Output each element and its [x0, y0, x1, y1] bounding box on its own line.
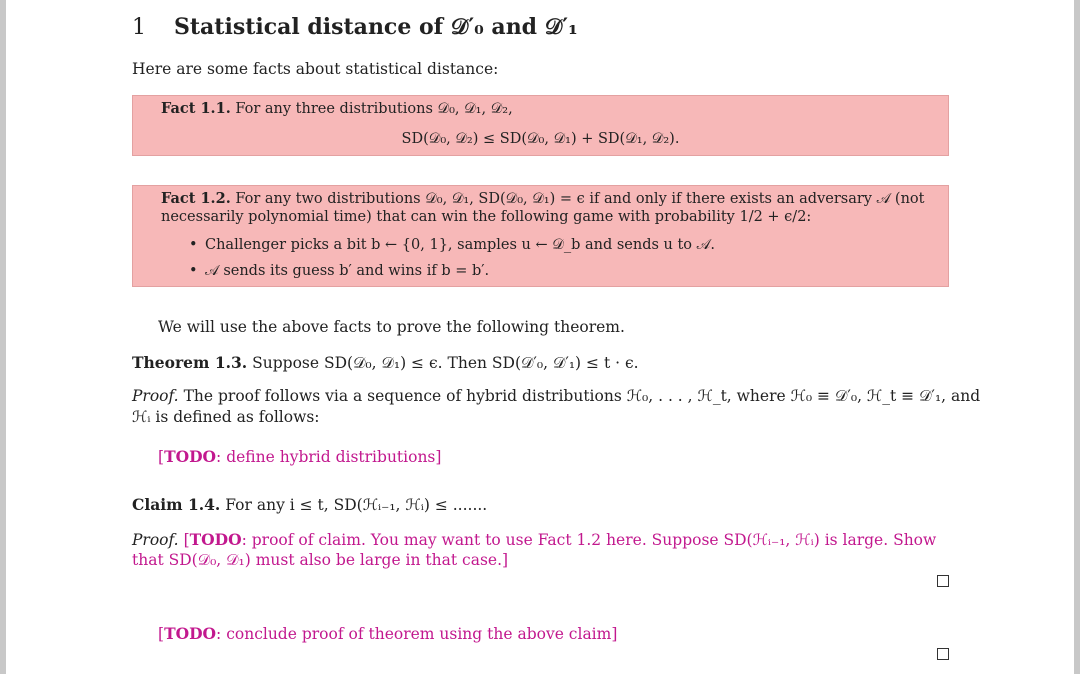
fact-2-line-1 — [161, 190, 925, 207]
fact-1-label: Fact 1.1. — [161, 100, 231, 117]
todo-tag: TODO — [189, 530, 242, 549]
fact-2-text-1: For any two distributions 𝒟₀, 𝒟₁, SD(𝒟₀, 𝒟₁) = ϵ if and only if there exists an adversary 𝒜 (not — [235, 191, 925, 207]
proof-1-line-2: ℋᵢ is defined as follows: — [132, 408, 320, 426]
fact-2-line-2: necessarily polynomial time) that can win the following game with probability 1/2 + ϵ/2: — [161, 209, 812, 225]
document-page — [6, 0, 1074, 674]
fact-2-label: Fact 1.2. — [161, 190, 231, 207]
todo-hybrid-note — [158, 447, 441, 466]
qed-square-icon — [937, 648, 949, 660]
fact-1-text: For any three distributions 𝒟₀, 𝒟₁, 𝒟₂, — [235, 101, 513, 117]
todo-tag: TODO — [164, 447, 217, 466]
todo-bracket: [ — [158, 448, 165, 466]
proof-label: Proof. — [132, 531, 179, 549]
claim-1-4 — [132, 495, 487, 514]
todo-conclude-note — [158, 624, 617, 643]
fact-2-box — [132, 185, 949, 287]
intro-text: Here are some facts about statistical distance: — [132, 60, 499, 78]
bullet-icon: • — [189, 237, 198, 253]
proof-1-line-1 — [132, 387, 980, 406]
section-heading — [132, 14, 578, 40]
todo-bracket: [ — [183, 531, 190, 549]
theorem-label: Theorem 1.3. — [132, 353, 248, 372]
bullet-text: 𝒜 sends its guess b′ and wins if b = b′. — [205, 263, 490, 279]
section-title: Statistical distance of 𝒟′₀ and 𝒟′₁ — [174, 14, 578, 40]
fact-2-bullet-1 — [189, 237, 715, 253]
fact-2-bullet-2 — [189, 263, 489, 279]
proof-1-text-1: The proof follows via a sequence of hybrid distributions ℋ₀, . . . , ℋ_t, where ℋ₀ ≡ 𝒟′₀, ℋ_t ≡ 𝒟′₁, and — [183, 387, 981, 405]
todo-bracket: [ — [158, 625, 165, 643]
proof-2-line-2: that SD(𝒟₀, 𝒟₁) must also be large in that case.] — [132, 551, 509, 569]
proof-label: Proof. — [132, 387, 179, 405]
proof-2-line-1 — [132, 530, 936, 549]
transition-text: We will use the above facts to prove the following theorem. — [158, 318, 625, 336]
fact-1-statement — [161, 100, 513, 117]
todo-text: : conclude proof of theorem using the above claim] — [216, 625, 618, 643]
todo-text: : define hybrid distributions] — [216, 448, 442, 466]
claim-text: For any i ≤ t, SD(ℋᵢ₋₁, ℋᵢ) ≤ ....... — [225, 496, 488, 514]
fact-1-box — [132, 95, 949, 156]
bullet-icon: • — [189, 263, 198, 279]
theorem-1-3 — [132, 353, 639, 373]
todo-text: : proof of claim. You may want to use Fact 1.2 here. Suppose SD(ℋᵢ₋₁, ℋᵢ) is large. Show — [241, 531, 937, 549]
todo-tag: TODO — [164, 624, 217, 643]
theorem-text: Suppose SD(𝒟₀, 𝒟₁) ≤ ϵ. Then SD(𝒟′₀, 𝒟′₁) ≤ t · ϵ. — [252, 354, 639, 372]
claim-label: Claim 1.4. — [132, 495, 221, 514]
fact-1-formula: SD(𝒟₀, 𝒟₂) ≤ SD(𝒟₀, 𝒟₁) + SD(𝒟₁, 𝒟₂). — [401, 131, 680, 147]
bullet-text: Challenger picks a bit b ← {0, 1}, samples u ← 𝒟_b and sends u to 𝒜. — [205, 237, 715, 253]
section-number: 1 — [132, 15, 146, 40]
qed-square-icon — [937, 575, 949, 587]
